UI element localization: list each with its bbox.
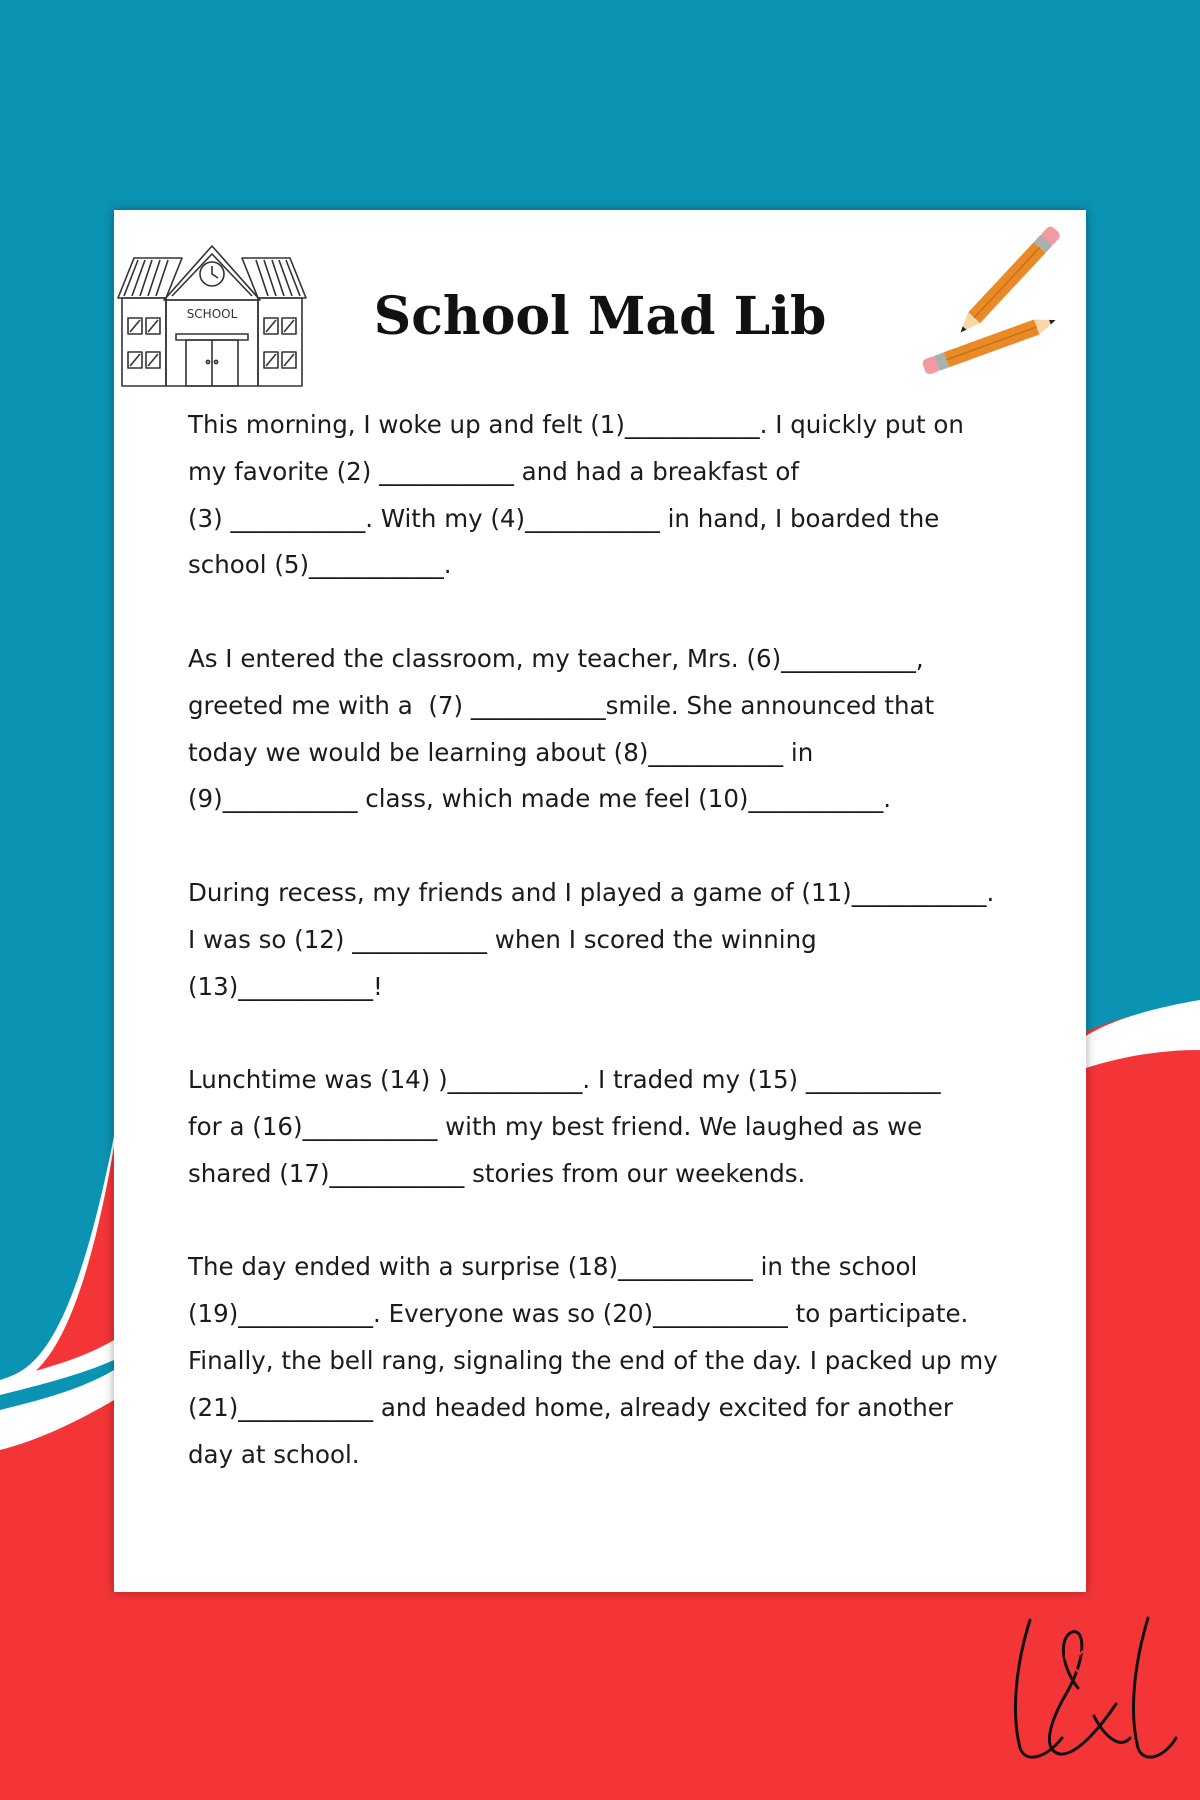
story-line: During recess, my friends and I played a game of (11)___________. (188, 877, 995, 907)
worksheet-paper (114, 210, 1086, 1592)
paragraph-2 (188, 636, 1048, 823)
story-line: This morning, I woke up and felt (1)___________. I quickly put on (188, 410, 964, 439)
story-line: As I entered the classroom, my teacher, Mrs. (6)___________, (188, 643, 924, 673)
story-line: (21)___________ and headed home, already excited for another (188, 1392, 953, 1422)
story-line: (19)___________. Everyone was so (20)___________ to participate. (188, 1299, 969, 1329)
school-sign-text: SCHOOL (186, 307, 238, 321)
story-line: (9)___________ class, which made me feel (10)___________. (188, 784, 892, 814)
story-line: Finally, the bell rang, signaling the end of the day. I packed up my (188, 1345, 998, 1375)
story-line: The day ended with a surprise (18)___________ in the school (188, 1252, 918, 1282)
story-line: for a (16)___________ with my best friend. We laughed as we (188, 1111, 923, 1141)
story-line: I was so (12) ___________ when I scored the winning (188, 924, 817, 954)
story-line: school (5)___________. (188, 550, 452, 580)
story-line: Lunchtime was (14) )___________. I traded my (15) ___________ (188, 1065, 941, 1095)
paragraph-3 (188, 870, 1048, 1010)
story-line: greeted me with a (7) ___________smile. She announced that (188, 690, 935, 720)
story-text (188, 402, 1048, 1525)
paragraph-4 (188, 1057, 1048, 1197)
paragraph-5 (188, 1244, 1048, 1478)
story-line: today we would be learning about (8)___________ in (188, 737, 814, 767)
page-title: School Mad Lib (373, 286, 827, 347)
story-line: day at school. (188, 1439, 360, 1469)
story-line: my favorite (2) ___________ and had a breakfast of (188, 456, 799, 486)
story-line: (13)___________! (188, 971, 383, 1001)
brand-logo (1000, 1598, 1180, 1770)
story-line: shared (17)___________ stories from our weekends. (188, 1158, 806, 1188)
pencils-icon (904, 210, 1084, 400)
story-line: (3) ___________. With my (4)___________ in hand, I boarded the (188, 503, 940, 533)
paragraph-1 (188, 402, 1048, 589)
